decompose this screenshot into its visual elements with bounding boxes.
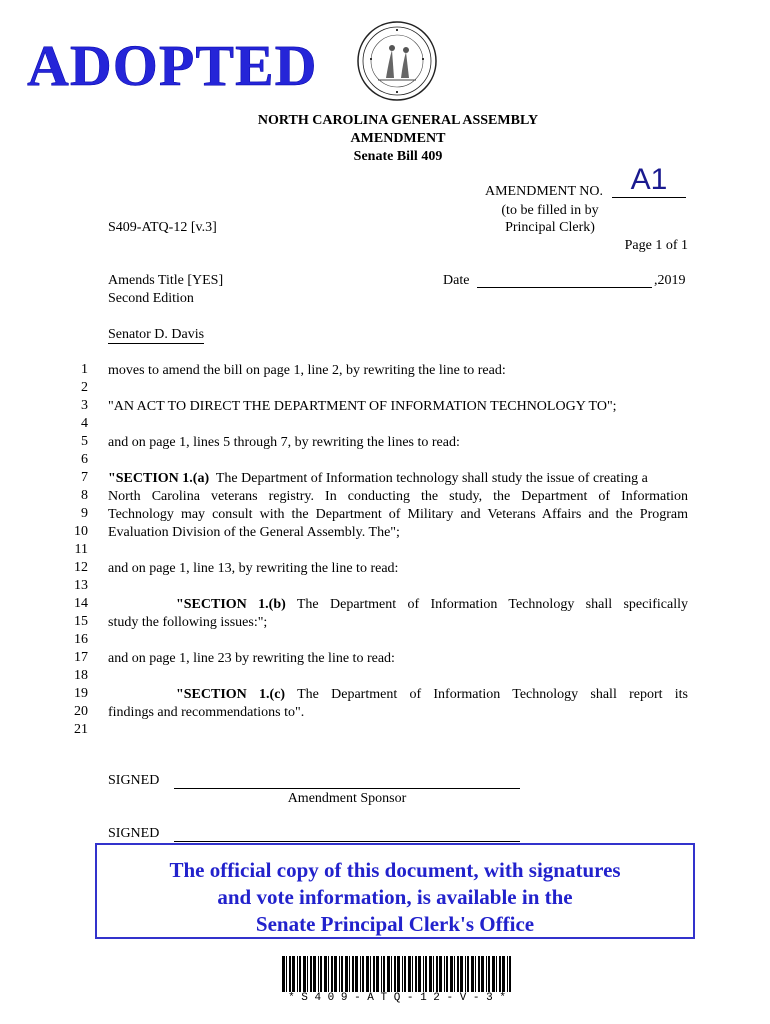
sponsor-label: Amendment Sponsor — [287, 791, 407, 806]
line-number: 16 — [74, 632, 88, 647]
line-number: 19 — [74, 686, 88, 701]
adopted-stamp: ADOPTED — [27, 33, 318, 98]
signature-line[interactable] — [174, 841, 520, 842]
bill-number: Senate Bill 409 — [353, 149, 443, 164]
text-line-15: study the following issues:"; — [108, 615, 268, 630]
line-number: 11 — [74, 542, 88, 557]
text-line-8: North Carolina veterans registry. In conducting the study, the Department of Information — [108, 489, 688, 504]
signed-label: SIGNED — [108, 826, 160, 841]
text-line-5: and on page 1, lines 5 through 7, by rewriting the lines to read: — [108, 435, 460, 450]
text-line-3: "AN ACT TO DIRECT THE DEPARTMENT OF INFORMATION TECHNOLOGY TO"; — [108, 399, 617, 414]
line-number: 17 — [74, 650, 88, 665]
section-text: The Department of Information technology shall study the issue of creating a — [215, 471, 648, 486]
section-heading: "SECTION 1.(c) — [176, 687, 286, 702]
line-number: 9 — [81, 506, 88, 521]
senator-name: Senator D. Davis — [108, 327, 205, 342]
line-number: 2 — [81, 380, 88, 395]
date-year: ,2019 — [654, 273, 686, 288]
barcode-text: * S 4 0 9 - A T Q - 1 2 - V - 3 * — [288, 992, 506, 1004]
text-line-17: and on page 1, line 23 by rewriting the line to read: — [108, 651, 395, 666]
signature-line[interactable] — [174, 788, 520, 789]
assembly-title: NORTH CAROLINA GENERAL ASSEMBLY — [257, 113, 539, 128]
section-text: The Department of Information Technology shall report its — [297, 687, 688, 702]
line-number: 8 — [81, 488, 88, 503]
line-number: 10 — [74, 524, 88, 539]
notice-line-1: The official copy of this document, with signatures — [169, 858, 621, 882]
document-id: S409-ATQ-12 [v.3] — [108, 220, 217, 235]
text-line-19 — [176, 686, 688, 704]
line-number: 5 — [81, 434, 88, 449]
date-label: Date — [443, 273, 470, 288]
line-number: 13 — [74, 578, 88, 593]
text-line-1: moves to amend the bill on page 1, line 2, by rewriting the line to read: — [108, 363, 506, 378]
line-number: 4 — [81, 416, 88, 431]
amendment-note-1: (to be filled in by — [501, 203, 599, 218]
line-number: 1 — [81, 362, 88, 377]
line-number: 7 — [81, 470, 88, 485]
text-line-20: findings and recommendations to". — [108, 705, 305, 720]
date-line — [477, 287, 652, 288]
line-number: 6 — [81, 452, 88, 467]
line-number: 12 — [74, 560, 88, 575]
amendment-number: A1 — [612, 163, 686, 198]
line-number: 18 — [74, 668, 88, 683]
text-line-14 — [176, 596, 688, 614]
barcode-icon — [282, 956, 512, 992]
amendment-note-2: Principal Clerk) — [505, 220, 595, 235]
amends-title: Amends Title [YES] — [108, 273, 224, 288]
section-text: The Department of Information Technology shall specifically — [296, 597, 689, 612]
document-type: AMENDMENT — [350, 131, 446, 146]
state-seal-icon — [356, 20, 438, 102]
text-line-9: Technology may consult with the Department of Military and Veterans Affairs and the Program — [108, 507, 688, 522]
official-copy-notice — [95, 843, 695, 939]
text-line-7 — [108, 470, 688, 488]
amendment-no-label: AMENDMENT NO. — [485, 184, 603, 199]
line-number: 14 — [74, 596, 88, 611]
line-number: 20 — [74, 704, 88, 719]
line-number: 15 — [74, 614, 88, 629]
line-number: 3 — [81, 398, 88, 413]
notice-line-2: and vote information, is available in the — [217, 885, 573, 909]
section-heading: "SECTION 1.(a) — [108, 471, 210, 486]
text-line-12: and on page 1, line 13, by rewriting the line to read: — [108, 561, 399, 576]
line-number: 21 — [74, 722, 88, 737]
page-indicator: Page 1 of 1 — [624, 238, 688, 253]
section-heading: "SECTION 1.(b) — [176, 597, 286, 612]
edition: Second Edition — [108, 291, 194, 306]
notice-line-3: Senate Principal Clerk's Office — [255, 912, 535, 936]
signed-label: SIGNED — [108, 773, 160, 788]
text-line-10: Evaluation Division of the General Assembly. The"; — [108, 525, 400, 540]
